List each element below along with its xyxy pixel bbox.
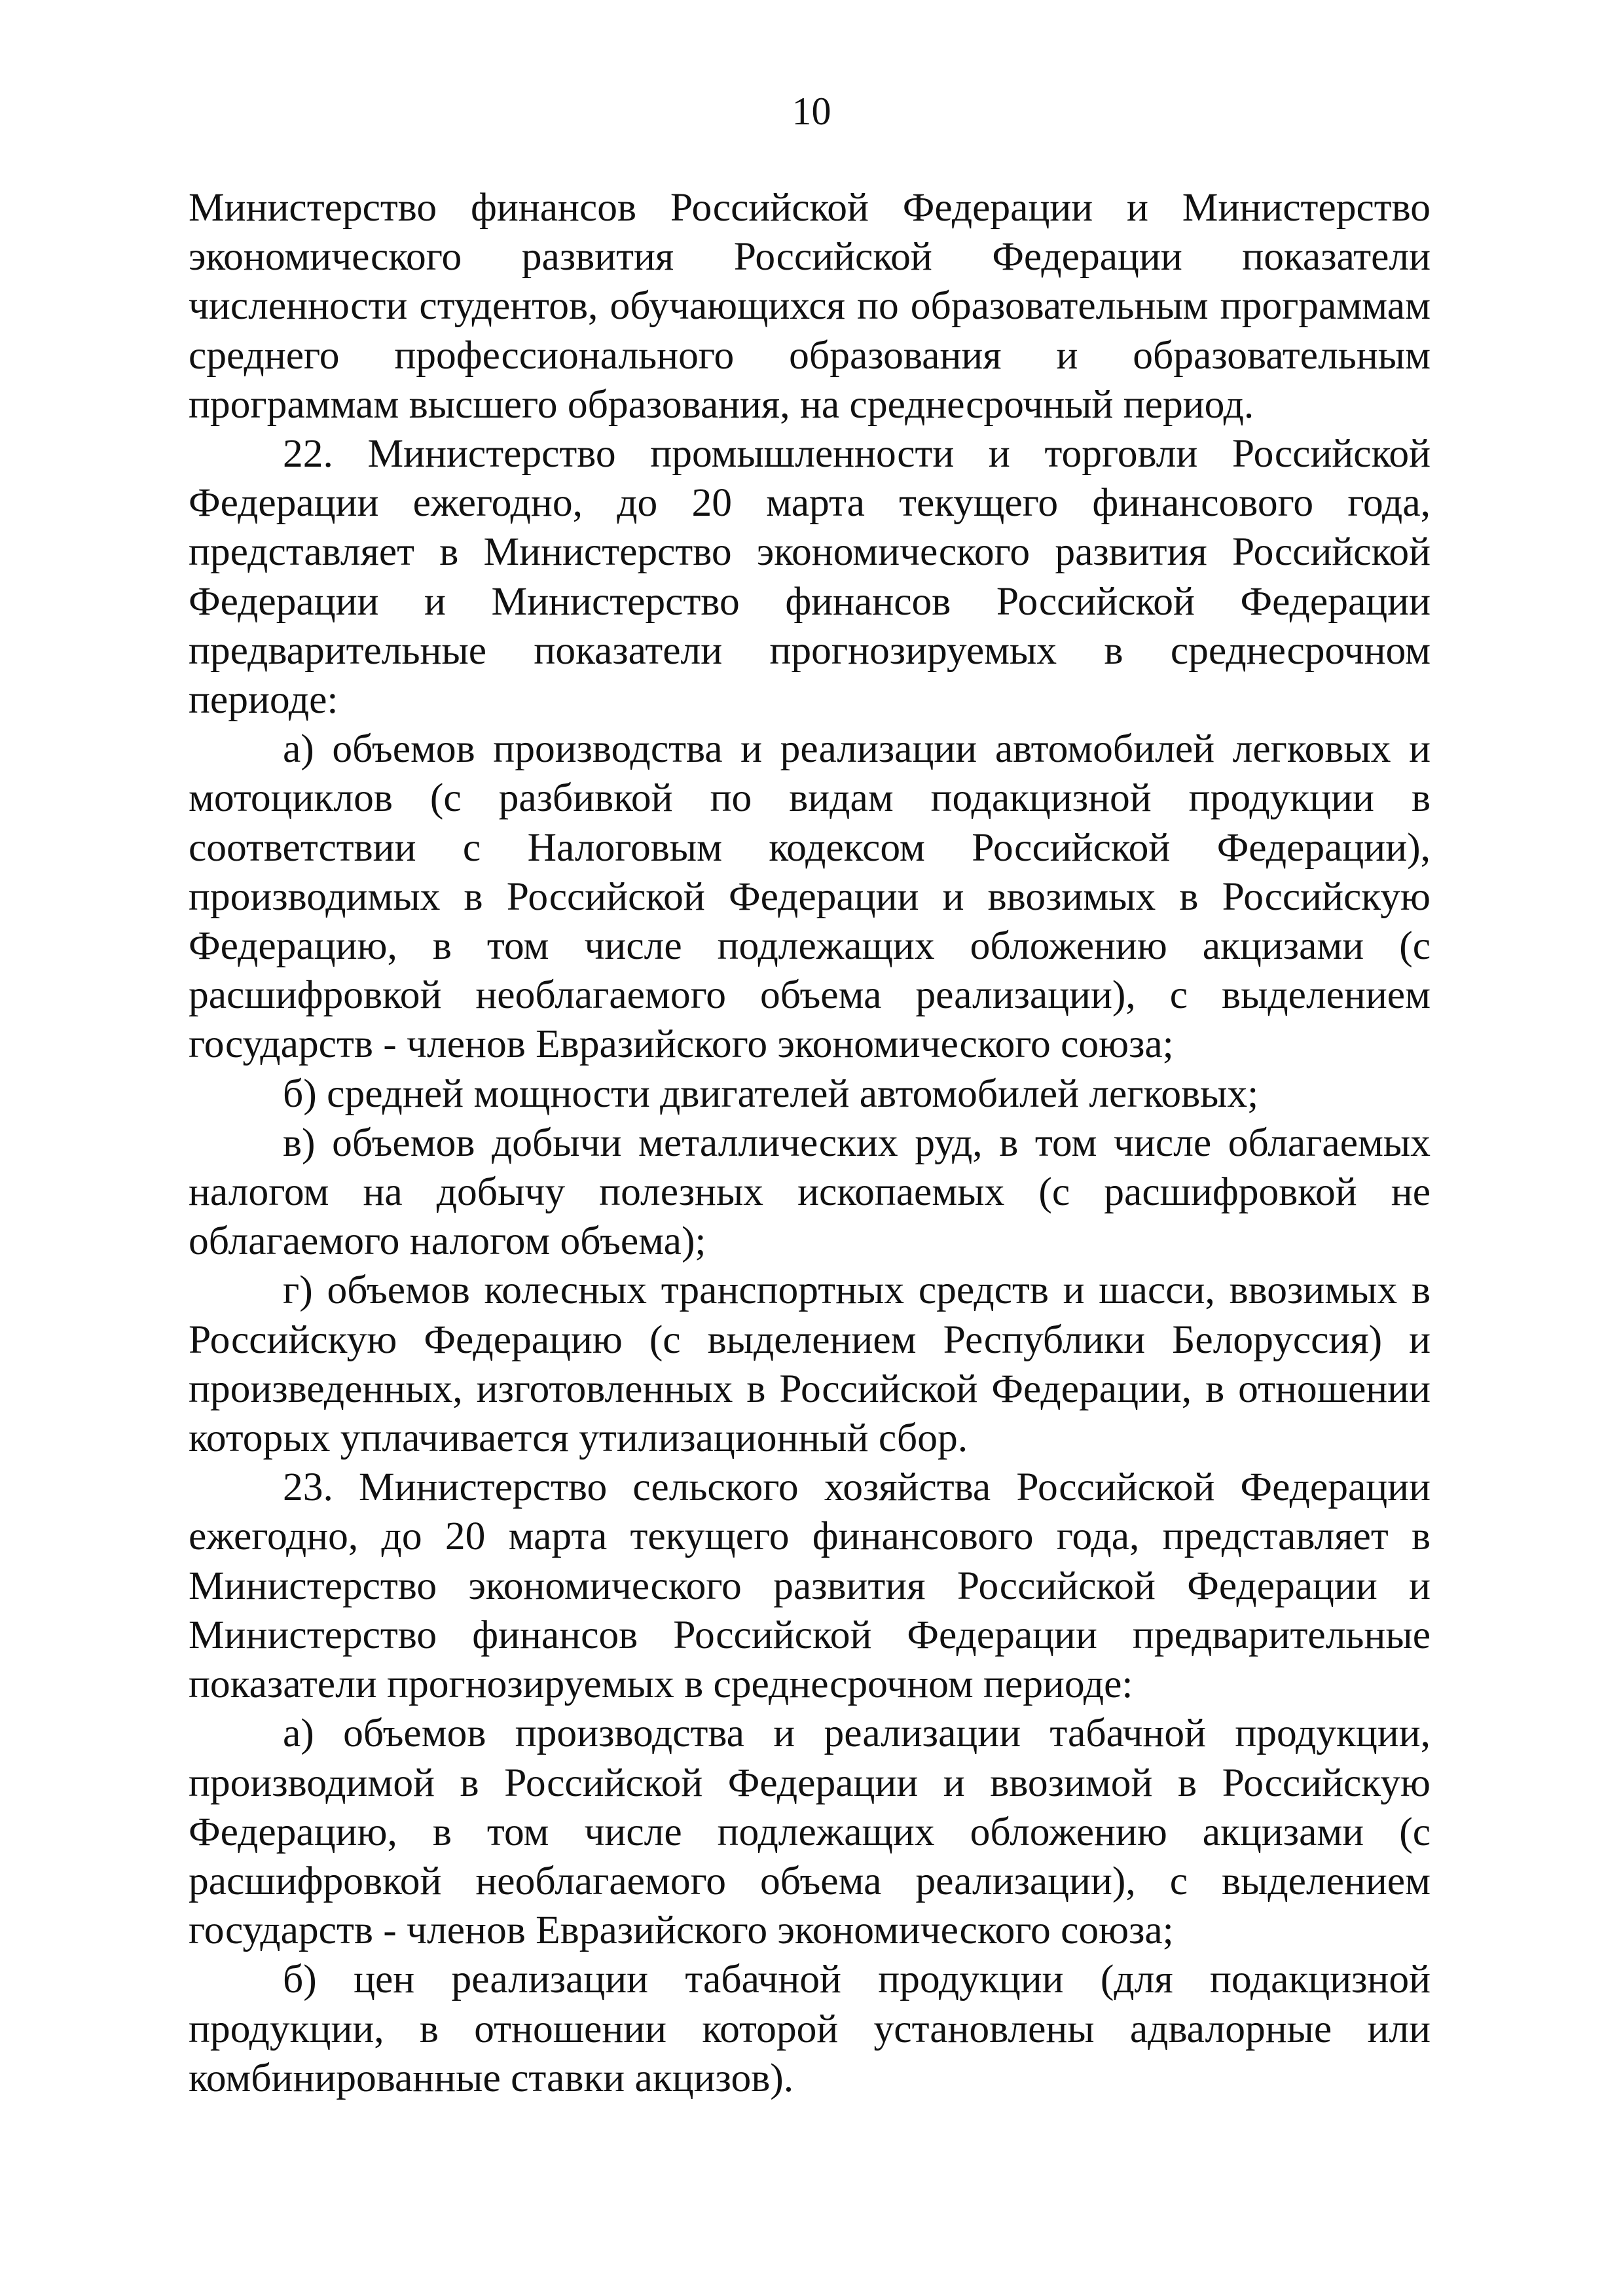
paragraph-item-23: 23. Министерство сельского хозяйства Российской Федерации ежегодно, до 20 марта текущего финансового года, представляет в Министерство экономического развития Российской Федерации и Министерство финансов Российской Федерации предварительные показатели прогнозируемых в среднесрочном периоде:: [189, 1465, 1431, 1707]
paragraph-22-subitem-a: а) объемов производства и реализации автомобилей легковых и мотоциклов (с разбивкой по видам подакцизной продукции в соответствии с Налоговым кодексом Российской Федерации), производимых в Российской Федерации и ввозимых в Российскую Федерацию, в том числе подлежащих обложению акцизами (с расшифровкой необлагаемого объема реализации), с выделением государств - членов Евразийского экономического союза;: [189, 726, 1431, 1067]
paragraph-23-subitem-a: а) объемов производства и реализации табачной продукции, производимой в Российской Федерации и ввозимой в Российскую Федерацию, в том числе подлежащих обложению акцизами (с расшифровкой необлагаемого объема реализации), с выделением государств - членов Евразийского экономического союза;: [189, 1711, 1431, 1953]
paragraph-continuation: Министерство финансов Российской Федерации и Министерство экономического развития Российской Федерации показатели численности студентов, обучающихся по образовательным программам среднего профессионального образования и образовательным программам высшего образования, на среднесрочный период.: [189, 185, 1431, 427]
paragraph-23-subitem-b: б) цен реализации табачной продукции (для подакцизной продукции, в отношении которой установлены адвалорные или комбинированные ставки акцизов).: [189, 1957, 1431, 2100]
document-body: [189, 183, 1431, 2103]
paragraph-item-22: 22. Министерство промышленности и торговли Российской Федерации ежегодно, до 20 марта текущего финансового года, представляет в Министерство экономического развития Российской Федерации и Министерство финансов Российской Федерации предварительные показатели прогнозируемых в среднесрочном периоде:: [189, 431, 1431, 723]
paragraph-22-subitem-g: г) объемов колесных транспортных средств и шасси, ввозимых в Российскую Федерацию (с выделением Республики Белоруссия) и произведенных, изготовленных в Российской Федерации, в отношении которых уплачивается утилизационный сбор.: [189, 1268, 1431, 1461]
page-number: 10: [792, 90, 831, 133]
paragraph-22-subitem-b: б) средней мощности двигателей автомобилей легковых;: [283, 1071, 1259, 1116]
paragraph-22-subitem-v: в) объемов добычи металлических руд, в том числе облагаемых налогом на добычу полезных ископаемых (с расшифровкой не облагаемого налогом объема);: [189, 1120, 1431, 1264]
